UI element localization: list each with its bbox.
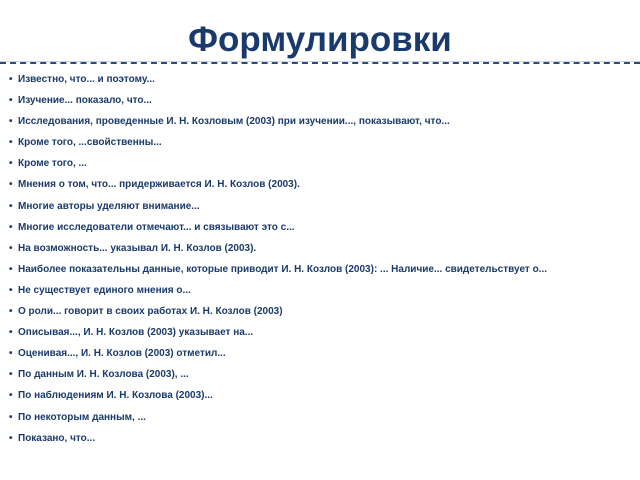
bullet-icon: • — [9, 95, 13, 107]
bullet-icon: • — [9, 263, 13, 275]
list-item-text: Многие исследователи отмечают... и связывают это с... — [18, 221, 295, 233]
list-item — [9, 136, 629, 149]
title-divider — [0, 62, 640, 64]
bullet-icon: • — [9, 390, 13, 402]
bullet-icon: • — [9, 284, 13, 296]
list-item-text: Описывая..., И. Н. Козлов (2003) указывает на... — [18, 327, 254, 339]
bullet-icon: • — [9, 369, 13, 381]
bullet-icon: • — [9, 306, 13, 318]
bullet-icon: • — [9, 242, 13, 254]
list-item-text: Кроме того, ... — [18, 158, 87, 170]
list-item-text: По наблюдениям И. Н. Козлова (2003)... — [18, 390, 213, 402]
list-item — [9, 221, 629, 234]
bullet-icon: • — [9, 411, 13, 423]
list-item-text: Многие авторы уделяют внимание... — [18, 200, 200, 212]
list-item-text: Показано, что... — [18, 432, 96, 444]
list-item-text: Наиболее показательны данные, которые приводит И. Н. Козлов (2003): ... Наличие... свидетельствует о... — [18, 263, 548, 275]
bullet-icon: • — [9, 158, 13, 170]
bullet-icon: • — [9, 432, 13, 444]
bullet-icon: • — [9, 179, 13, 191]
list-item — [9, 389, 629, 402]
bullet-icon: • — [9, 221, 13, 233]
list-item — [9, 94, 629, 107]
list-item-text: Мнения о том, что... придерживается И. Н. Козлов (2003). — [18, 179, 300, 191]
list-item — [9, 115, 629, 128]
list-item — [9, 347, 629, 360]
list-item-text: Изучение... показало, что... — [18, 95, 152, 107]
bullet-icon: • — [9, 137, 13, 149]
list-item — [9, 432, 629, 445]
list-item — [9, 178, 629, 191]
list-item — [9, 242, 629, 255]
list-item-text: Кроме того, ...свойственны... — [18, 137, 162, 149]
list-item-text: Не существует единого мнения о... — [18, 284, 191, 296]
list-item — [9, 368, 629, 381]
list-item-text: О роли... говорит в своих работах И. Н. Козлов (2003) — [18, 306, 283, 318]
bullet-icon: • — [9, 348, 13, 360]
bullet-icon: • — [9, 74, 13, 85]
list-item-text: Исследования, проведенные И. Н. Козловым (2003) при изучении..., показывают, что... — [18, 116, 450, 128]
bullet-icon: • — [9, 116, 13, 128]
list-item — [9, 73, 629, 86]
slide-title: Формулировки — [188, 20, 452, 59]
list-item — [9, 411, 629, 424]
list-item — [9, 284, 629, 297]
list-item-text: По данным И. Н. Козлова (2003), ... — [18, 369, 189, 381]
list-item — [9, 326, 629, 339]
list-item-text: Оценивая..., И. Н. Козлов (2003) отметил... — [18, 348, 226, 360]
bullet-icon: • — [9, 200, 13, 212]
list-item — [9, 263, 629, 276]
list-item — [9, 200, 629, 213]
list-item — [9, 157, 629, 170]
bullet-icon: • — [9, 327, 13, 339]
list-item-text: На возможность... указывал И. Н. Козлов (2003). — [18, 242, 257, 254]
phrase-list — [9, 73, 629, 453]
list-item — [9, 305, 629, 318]
list-item-text: По некоторым данным, ... — [18, 411, 146, 423]
list-item-text: Известно, что... и поэтому... — [18, 74, 155, 85]
